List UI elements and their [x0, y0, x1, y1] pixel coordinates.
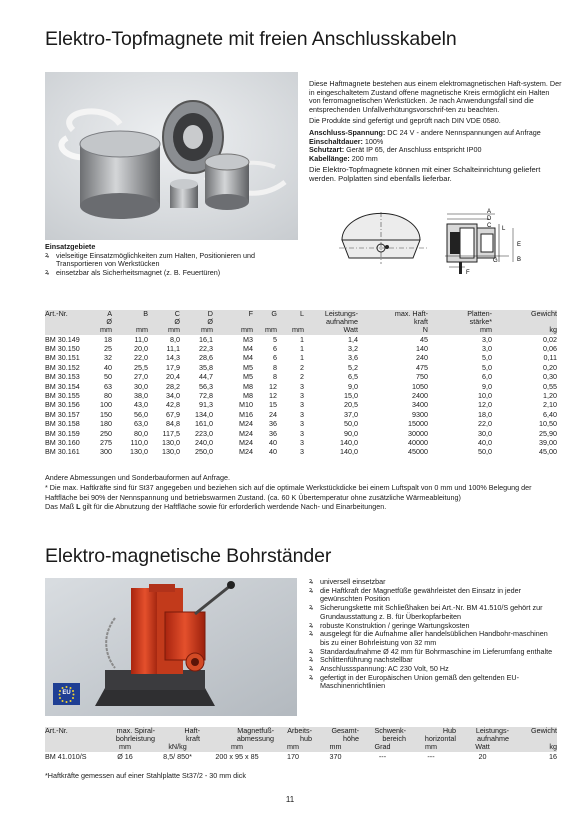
table-topfmagnete: [45, 310, 557, 457]
col-header: Ø: [106, 317, 112, 327]
col-header: mm: [287, 742, 299, 752]
col-header: F: [248, 309, 253, 318]
table-cell: 130,0: [162, 438, 180, 448]
table-row: [45, 419, 557, 428]
table-cell: 370: [329, 751, 342, 761]
table-cell: 475: [416, 362, 428, 372]
table-cell: 40: [269, 447, 277, 457]
col-header: horizontal: [424, 734, 456, 744]
table-cell: 0,02: [543, 334, 557, 344]
col-header: Leistungs-: [324, 309, 358, 318]
table-cell: 8,5/ 850*: [163, 751, 192, 761]
table-cell: 9,0: [348, 381, 358, 391]
table-cell: 3: [300, 447, 304, 457]
table-cell: 1050: [412, 381, 428, 391]
col-header: kg: [549, 325, 557, 335]
feature-item: ꝝ Schlittenführung nachstellbar: [309, 655, 413, 665]
table-cell: 20,5: [344, 400, 358, 410]
table-cell: 25: [104, 344, 112, 354]
table-cell: 0,20: [543, 362, 557, 372]
col-header: Leistungs-: [475, 726, 509, 735]
table-cell: 1,4: [348, 334, 358, 344]
eu-flag-icon: [53, 683, 80, 705]
col-header: aufnahme: [326, 317, 358, 327]
eu-label: EU: [62, 690, 71, 696]
table-cell: 2: [300, 362, 304, 372]
table-cell: M8: [243, 391, 253, 401]
table-cell: 3: [300, 400, 304, 410]
col-header: mm: [480, 325, 492, 335]
table-cell: 18: [104, 334, 112, 344]
table-cell: 223,0: [195, 428, 213, 438]
col-header: aufnahme: [477, 734, 509, 744]
dim-label-d: D: [487, 216, 492, 222]
table-bohrstaender: [45, 727, 557, 761]
table-cell: 67,9: [166, 409, 180, 419]
table-cell: BM 30.153: [45, 372, 80, 382]
bullet-icon: ꝝ: [309, 578, 314, 585]
table-cell: 300: [100, 447, 112, 457]
col-header: höhe: [343, 734, 359, 744]
col-header: Gewicht: [531, 726, 557, 735]
table-cell: BM 30.152: [45, 362, 80, 372]
col-header: Art.-Nr.: [45, 309, 68, 318]
table-cell: BM 41.010/S: [45, 751, 87, 761]
table-cell: 1: [300, 344, 304, 354]
table-cell: 63,0: [134, 419, 148, 429]
col-header: Art.-Nr.: [45, 726, 68, 735]
features-list-container: [309, 578, 557, 691]
table-cell: 91,3: [199, 400, 213, 410]
table-cell: 0,55: [543, 381, 557, 391]
table-header: [45, 310, 557, 335]
feature-item: ꝝ Standardaufnahme Ø 42 mm für Bohrmaschine im Lieferumfang enthalte: [309, 646, 553, 656]
table-cell: 44,7: [199, 372, 213, 382]
bullet-icon: ꝝ: [309, 604, 314, 612]
col-header: mm: [241, 325, 253, 335]
table-cell: 2,10: [543, 400, 557, 410]
table-cell: 72,8: [199, 391, 213, 401]
table-cell: BM 30.155: [45, 391, 80, 401]
table-cell: 20,4: [166, 372, 180, 382]
table-cell: 45,00: [539, 447, 557, 457]
table-cell: 22,3: [199, 344, 213, 354]
table-cell: 36: [269, 419, 277, 429]
product-description: [309, 80, 562, 186]
table-cell: 30000: [408, 428, 428, 438]
table-cell: M16: [239, 409, 253, 419]
col-header: Schwenk-: [374, 726, 406, 735]
bullet-icon: ꝝ: [309, 621, 314, 629]
col-header: kg: [549, 742, 557, 752]
col-header: stärke*: [469, 317, 492, 327]
table-cell: 40000: [408, 438, 428, 448]
table-cell: BM 30.151: [45, 353, 80, 363]
table-cell: 14,3: [166, 353, 180, 363]
dim-label-a: A: [487, 209, 492, 215]
dim-label-g: G: [493, 258, 498, 264]
spec-cable-length: Kabellänge: 200 mm: [309, 153, 378, 163]
table-cell: 15000: [408, 419, 428, 429]
table-cell: 25,5: [134, 362, 148, 372]
table-cell: 134,0: [195, 409, 213, 419]
table-cell: 750: [416, 372, 428, 382]
col-header: mm: [329, 742, 342, 752]
table-row: [45, 447, 557, 456]
table-header: [45, 727, 557, 752]
usage-list: [45, 252, 298, 278]
table-cell: 170: [287, 751, 299, 761]
col-header: mm: [425, 742, 437, 752]
col-header: A: [107, 309, 112, 318]
table-cell: 37,0: [344, 409, 358, 419]
table-cell: 40,0: [478, 438, 492, 448]
col-header: L: [300, 309, 304, 318]
table-cell: 3,0: [482, 334, 492, 344]
table-cell: 3400: [412, 400, 428, 410]
table-cell: 6,0: [482, 372, 492, 382]
table-cell: 140,0: [340, 438, 358, 448]
table-cell: 275: [100, 438, 112, 448]
feature-item: ꝝ universell einsetzbar: [309, 577, 386, 586]
table-notes: [45, 473, 557, 512]
table-cell: 3: [300, 391, 304, 401]
table-cell: 250: [100, 428, 112, 438]
description-paragraph: Diese Haftmagnete bestehen aus einem elektromagnetischen Haft-system. Der in eingeschaltetem Zustand offene magnetische Kreis ermöglicht ein Halten von ferromagnetischen Werkstücken. Je nach Anwendungsfall sind die entsprechenden Unfallverhütungsvorschrif-ten zu beachten.: [309, 79, 562, 114]
table-cell: 117,5: [162, 428, 180, 438]
table-cell: 32: [104, 353, 112, 363]
table-cell: 8: [273, 362, 277, 372]
col-header: B: [143, 309, 148, 318]
table-cell: 12,0: [478, 400, 492, 410]
col-header: D: [207, 309, 213, 318]
table-cell: 6: [273, 344, 277, 354]
table-row: [45, 363, 557, 372]
table-cell: 6,40: [543, 409, 557, 419]
col-header: kraft: [186, 734, 200, 744]
section-title-bohrstaender: Elektro-magnetische Bohrständer: [45, 545, 332, 567]
page-number: 11: [285, 795, 295, 804]
table-cell: 1,20: [543, 391, 557, 401]
table-cell: 42,8: [166, 400, 180, 410]
col-header: mm: [168, 325, 180, 335]
table-cell: M4: [243, 344, 253, 354]
col-header: Gewicht: [531, 309, 557, 318]
table-cell: 1: [300, 334, 304, 344]
table-cell: 200 x 95 x 85: [215, 751, 259, 761]
col-header: Magnetfuß-: [237, 726, 274, 735]
table-cell: 3: [300, 409, 304, 419]
bullet-icon: ꝝ: [45, 268, 50, 276]
table-cell: 22,0: [134, 353, 148, 363]
col-header: Ø: [174, 317, 180, 327]
feature-item: ꝝ Anschlussspannung: AC 230 Volt, 50 Hz: [309, 664, 449, 674]
bullet-icon: ꝝ: [309, 656, 314, 664]
col-header: mm: [292, 325, 304, 335]
spec-duty-cycle: Einschaltdauer: 100%: [309, 136, 384, 146]
table-cell: BM 30.149: [45, 334, 80, 344]
col-header: mm: [201, 325, 213, 335]
table-cell: 0,06: [543, 344, 557, 354]
table-cell: 2400: [412, 391, 428, 401]
table-cell: BM 30.159: [45, 428, 80, 438]
table-cell: 180: [100, 419, 112, 429]
col-header: mm: [136, 325, 148, 335]
feature-item: ꝝ robuste Konstruktion / geringe Wartungskosten: [309, 620, 470, 630]
table-cell: 8: [273, 372, 277, 382]
table-cell: 80,0: [134, 428, 148, 438]
table-cell: 20: [478, 751, 487, 761]
col-header: C: [174, 309, 180, 318]
table-cell: 130,0: [130, 447, 148, 457]
table-cell: 9,0: [482, 381, 492, 391]
table-cell: 84,8: [166, 419, 180, 429]
table-cell: BM 30.150: [45, 344, 80, 354]
footnote-haftkraft: *Haftkräfte gemessen auf einer Stahlplatte St37/2 - 30 mm dick: [45, 771, 246, 780]
col-header: bohrleistung: [115, 734, 155, 744]
table-cell: 28,2: [166, 381, 180, 391]
table-row: [45, 344, 557, 353]
table-cell: 28,6: [199, 353, 213, 363]
table-cell: 34,0: [166, 391, 180, 401]
table-cell: 16,1: [199, 334, 213, 344]
dim-label-l: L: [502, 226, 506, 232]
table-row: [45, 752, 557, 761]
table-cell: 45: [420, 334, 428, 344]
table-cell: 161,0: [195, 419, 213, 429]
table-cell: 17,9: [166, 362, 180, 372]
table-cell: M4: [243, 353, 253, 363]
table-cell: 3: [300, 428, 304, 438]
table-body: [45, 335, 557, 457]
col-header: Gesamt-: [331, 726, 359, 735]
col-header: Arbeits-: [287, 726, 312, 735]
col-header: Watt: [475, 742, 490, 752]
table-row: [45, 382, 557, 391]
table-cell: 5: [273, 334, 277, 344]
table-row: [45, 335, 557, 344]
table-cell: 250,0: [195, 447, 213, 457]
table-cell: M24: [239, 428, 253, 438]
table-cell: M10: [239, 400, 253, 410]
table-row: [45, 353, 557, 362]
dim-label-f: F: [466, 270, 470, 276]
table-cell: M24: [239, 419, 253, 429]
table-body: [45, 752, 557, 761]
table-row: [45, 372, 557, 381]
features-list: [309, 578, 557, 691]
table-cell: 40: [104, 362, 112, 372]
table-cell: 25,90: [539, 428, 557, 438]
col-header: Grad: [374, 742, 391, 752]
table-cell: 12: [269, 391, 277, 401]
table-cell: 150: [100, 409, 112, 419]
usage-areas: [45, 243, 298, 277]
note-holding-force: * Die max. Haftkräfte sind für St37 angegeben und beziehen sich auf die optimale Werkstückdicke bei einem Luftspalt von 0 mm und 100% Belegung der Haftfläche bei 90% der Nennspannung und betriebswarmen Zustand. (ca. 60 K Übertemperatur ohne zusätzliche Wärmeableitung): [45, 483, 532, 502]
standard-paragraph: Die Produkte sind gefertigt und geprüft nach DIN VDE 0580.: [309, 116, 501, 126]
table-cell: 15,0: [344, 391, 358, 401]
table-cell: 130,0: [162, 447, 180, 457]
usage-item: ꝝ vielseitige Einsatzmöglichkeiten zum Halten, Positionieren und Transportieren von Werkstücken: [45, 250, 255, 269]
table-cell: 36: [269, 428, 277, 438]
table-cell: 10,0: [478, 391, 492, 401]
table-cell: BM 30.154: [45, 381, 80, 391]
table-cell: 1: [300, 353, 304, 363]
spec-voltage: Anschluss-Spannung: DC 24 V - andere Nennspannungen auf Anfrage: [309, 127, 541, 137]
table-cell: 12: [269, 381, 277, 391]
table-cell: 22,0: [478, 419, 492, 429]
table-cell: 24: [269, 409, 277, 419]
col-header: hub: [300, 734, 312, 744]
table-cell: M5: [243, 362, 253, 372]
table-cell: BM 30.161: [45, 447, 80, 457]
table-cell: M24: [239, 438, 253, 448]
table-cell: M24: [239, 447, 253, 457]
table-cell: 100: [100, 400, 112, 410]
col-header: mm: [119, 742, 131, 752]
table-cell: 240,0: [195, 438, 213, 448]
table-row: [45, 400, 557, 409]
table-cell: 11,0: [134, 334, 148, 344]
col-header: kraft: [414, 317, 428, 327]
table-row: [45, 438, 557, 447]
delivery-paragraph: Die Elektro-Topfmagnete können mit einer Schalteinrichtung geliefert werden. Polplatten sind ebenfalls lieferbar.: [309, 165, 541, 184]
bullet-icon: ꝝ: [309, 647, 314, 655]
table-cell: BM 30.157: [45, 409, 80, 419]
feature-item: ꝝ Sicherungskette mit Schließhaken bei Art.-Nr. BM 41.510/S gehört zur Grundausstattung z. B. für Überkopfarbeiten: [309, 603, 543, 621]
table-cell: 0,11: [543, 353, 557, 363]
table-cell: 8,0: [170, 334, 180, 344]
table-cell: 50: [104, 372, 112, 382]
col-header: G: [271, 309, 277, 318]
col-header: bereich: [382, 734, 406, 744]
table-cell: 5,0: [482, 362, 492, 372]
table-cell: M5: [243, 372, 253, 382]
table-cell: M8: [243, 381, 253, 391]
col-header: mm: [100, 325, 112, 335]
table-cell: 15: [269, 400, 277, 410]
product-photo-bohrstaender: [45, 578, 297, 716]
col-header: max. Haft-: [394, 309, 428, 318]
note-dimension-l: Das Maß L gilt für die Abnutzung der Haftfläche sowie für erforderlich werdende Nach- und Einarbeitungen.: [45, 502, 387, 512]
table-cell: 3: [300, 419, 304, 429]
table-cell: 6,5: [348, 372, 358, 382]
spec-protection: Schutzart: Gerät IP 65, der Anschluss entspricht IP00: [309, 145, 482, 155]
col-header: abmessung: [236, 734, 274, 744]
table-cell: 50,0: [478, 447, 492, 457]
table-cell: ---: [427, 751, 435, 761]
technical-drawing: [309, 206, 539, 278]
table-cell: 240: [416, 353, 428, 363]
table-cell: BM 30.156: [45, 400, 80, 410]
table-cell: 2: [300, 372, 304, 382]
col-header: max. Spiral-: [116, 726, 155, 735]
col-header: Haft-: [184, 726, 200, 735]
col-header: kN/kg: [168, 742, 187, 752]
table-cell: 50,0: [344, 419, 358, 429]
usage-title: Einsatzgebiete: [45, 242, 96, 251]
table-cell: 30,0: [134, 381, 148, 391]
table-cell: 56,3: [199, 381, 213, 391]
table-cell: 3: [300, 438, 304, 448]
bullet-icon: ꝝ: [309, 586, 314, 594]
table-cell: 6: [273, 353, 277, 363]
table-cell: 0,30: [543, 372, 557, 382]
note-other-sizes: Andere Abmessungen und Sonderbauformen auf Anfrage.: [45, 473, 231, 482]
dim-label-e: E: [517, 242, 522, 248]
table-cell: Ø 16: [117, 751, 133, 761]
col-header: N: [422, 325, 428, 335]
table-cell: M3: [243, 334, 253, 344]
table-cell: 39,00: [539, 438, 557, 448]
table-cell: 3: [300, 381, 304, 391]
col-header: Ø: [207, 317, 213, 327]
section-title-topfmagnete: Elektro-Topfmagnete mit freien Anschlusskabeln: [45, 28, 457, 50]
table-cell: 140,0: [340, 447, 358, 457]
bullet-icon: ꝝ: [309, 630, 314, 638]
table-cell: 5,0: [482, 353, 492, 363]
col-header: Hub: [442, 726, 456, 735]
table-cell: 45000: [408, 447, 428, 457]
table-cell: 30,0: [478, 428, 492, 438]
table-cell: 5,2: [348, 362, 358, 372]
table-cell: 3,0: [482, 344, 492, 354]
table-cell: 80: [104, 391, 112, 401]
feature-item: ꝝ ausgelegt für die Aufnahme aller handelsüblichen Handbohr-maschinen bis zu einer Bohrleistung von 32 mm: [309, 629, 548, 647]
table-cell: 38,0: [134, 391, 148, 401]
col-header: Platten-: [467, 309, 492, 318]
table-cell: 140: [416, 344, 428, 354]
bullet-icon: ꝝ: [45, 251, 50, 259]
table-cell: 11,1: [166, 344, 180, 354]
table-cell: 3,6: [348, 353, 358, 363]
feature-item: ꝝ gefertigt in der Europäischen Union gemäß den geltenden EU-Maschinenrichtlinien: [309, 672, 519, 691]
table-cell: 90,0: [344, 428, 358, 438]
usage-item: ꝝ einsetzbar als Sicherheitsmagnet (z. B. Feuertüren): [45, 267, 221, 277]
table-cell: BM 30.160: [45, 438, 80, 448]
table-cell: BM 30.158: [45, 419, 80, 429]
bullet-icon: ꝝ: [309, 665, 314, 673]
col-header: Watt: [343, 325, 358, 335]
table-row: [45, 410, 557, 419]
col-header: mm: [265, 325, 277, 335]
table-cell: 9300: [412, 409, 428, 419]
table-cell: 10,50: [539, 419, 557, 429]
table-cell: ---: [378, 751, 387, 761]
table-cell: 16: [549, 751, 557, 761]
dim-label-c: C: [487, 223, 492, 229]
col-header: mm: [231, 742, 243, 752]
product-photo-topfmagnete: [45, 72, 298, 240]
table-cell: 3,2: [348, 344, 358, 354]
table-cell: 63: [104, 381, 112, 391]
table-cell: 110,0: [130, 438, 148, 448]
table-cell: 20,0: [134, 344, 148, 354]
table-cell: 27,0: [134, 372, 148, 382]
table-row: [45, 429, 557, 438]
table-cell: 18,0: [478, 409, 492, 419]
table-cell: 40: [269, 438, 277, 448]
feature-item: ꝝ die Haftkraft der Magnetfüße gewährleistet den Einsatz in jeder gewünschten Position: [309, 585, 521, 604]
table-cell: 35,8: [199, 362, 213, 372]
dim-label-b: B: [517, 257, 522, 263]
bullet-icon: ꝝ: [309, 673, 314, 681]
table-row: [45, 391, 557, 400]
table-cell: 56,0: [134, 409, 148, 419]
table-cell: 43,0: [134, 400, 148, 410]
